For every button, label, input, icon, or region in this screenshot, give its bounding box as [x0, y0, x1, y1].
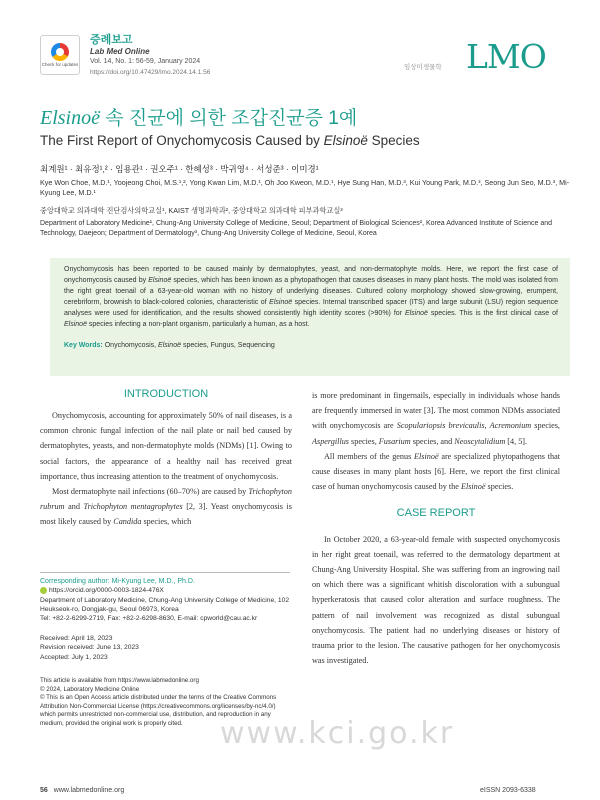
check-for-updates-badge[interactable] [40, 35, 80, 75]
affiliations-english: Department of Laboratory Medicine¹, Chung-Ang University College of Medicine, Seoul; Department of Biological Sciences², Korea Advanced Institute of Science and Technology, Daejeon; Department of Dermatology³, Chung-Ang University College of Medicine, Seoul, Korea [40, 220, 553, 237]
correspondence-address: Department of Laboratory Medicine, Chung-Ang University College of Medicine, 102 Heukseok-ro, Dongjak-gu, Seoul 06973, Korea [40, 596, 290, 613]
case-paragraph: In October 2020, a 63-year-old female with suspected onychomycosis in her right great toenail, was referred to the dermatology department at Chung-Ang University Hospital. She was suffering from an ingrowing nail on which there was a significant whitish discoloration with a subungual hyperkeratosis that caused color alteration and surface roughness. The pattern of nail involvement was recognized as distal subungual onychomycosis. The patient had no underlying diseases or history of trauma prior to the lesion. The causative pathogen for her onychomycosis was investigated. [312, 534, 560, 666]
introduction-heading: INTRODUCTION [123, 388, 209, 400]
article-category: 증례보고 [90, 34, 133, 46]
title-korean: Elsinoë 속 진균에 의한 조갑진균증 1예 [40, 107, 358, 129]
crossmark-icon [51, 43, 69, 61]
revised-date: Revision received: June 13, 2023 [40, 644, 139, 652]
case-report-heading: CASE REPORT [396, 507, 476, 520]
issn: eISSN 2093-6338 [480, 787, 536, 794]
orcid-line[interactable]: https://orcid.org/0000-0003-1824-476X [40, 586, 290, 595]
page-number: 56 [40, 787, 48, 794]
journal-logo: LMO [466, 37, 546, 76]
title-english: The First Report of Onychomycosis Caused by Elsinoë Species [40, 133, 420, 148]
authors-korean: 최계원¹ · 최유정¹,² · 임용관¹ · 권오주¹ · 한혜성³ · 박귀영⁴ · 서성준³ · 이미경¹ [40, 164, 319, 174]
journal-korean-name: 임상미생물학 [404, 64, 442, 71]
intro-paragraph-1: Onychomycosis, accounting for approximately 50% of nail diseases, is a common chronic fungal infection of the nail plate or nail bed caused by dermatophytes, yeasts, and non-dermatophyte molds (NDMs) [1]. Owing to social factors, the appearance of a healthy nail has received great importance, thus increasing attention to the treatment of onychomycosis. [40, 411, 292, 481]
volume-line: Vol. 14, No. 1: 56-59, January 2024 [90, 58, 201, 65]
availability-line: This article is available from https://www.labmedonline.org [40, 677, 199, 684]
footer-site[interactable]: www.labmedonline.org [53, 787, 125, 794]
received-date: Received: April 18, 2023 [40, 635, 113, 642]
copyright-line: © 2024, Laboratory Medicine Online [40, 685, 140, 693]
right-column-text [312, 388, 560, 668]
watermark: www.kci.go.kr [220, 716, 455, 751]
correspondence-contact: Tel: +82-2-6299-2719, Fax: +82-2-6298-8630, E-mail: cpworld@cau.ac.kr [40, 615, 258, 623]
introduction-text [40, 408, 292, 530]
orcid-icon [40, 587, 47, 594]
affiliations-korean: 중앙대학교 의과대학 진단검사의학교실¹, KAIST 생명과학과², 중앙대학교 의과대학 피부과학교실³ [40, 206, 343, 215]
keywords: Key Words: Onychomycosis, Elsinoë species, Fungus, Sequencing [64, 342, 275, 349]
page-footer [40, 787, 124, 794]
correspondence-block [40, 572, 290, 623]
right-paragraph-2: All members of the genus Elsinoë are specialized phytopathogens that cause diseases in many plant hosts [6]. Here, we report the first clinical case of human onychomycosis caused by the Elsinoë species. [312, 451, 560, 492]
corresponding-author: Corresponding author: Mi-Kyung Lee, M.D., Ph.D. [40, 578, 195, 585]
authors-english: Kye Won Choe, M.D.¹, Yoojeong Choi, M.S.¹,², Yong Kwan Lim, M.D.¹, Oh Joo Kweon, M.D.¹, Hye Sung Han, M.D.³, Kui Young Park, M.D.³, Seong Jun Seo, M.D.³, Mi-Kyung Lee, M.D.¹ [40, 178, 570, 197]
dates-block [40, 634, 290, 662]
journal-name: Lab Med Online [90, 47, 150, 56]
accepted-date: Accepted: July 1, 2023 [40, 653, 108, 661]
abstract-text: Onychomycosis has been reported to be caused mainly by dermatophytes, yeast, and non-dermatophyte molds. Here, we report the first case of onychomycosis caused by Elsinoë species, which has been known as a phytopathogen that causes diseases in many plant hosts. The mold was isolated from the right great toenail of a 63-year-old woman with no history of underlying diseases. Cultured colony morphology showed slow-growing, erumpent, cerebriform, brownish to black-colored colonies, characteristic of Elsinoë species. Internal transcribed spacer (ITS) and large subunit (LSU) region sequence analyses were used for identification, and the results showed consistently high identity scores (>90%) for Elsinoë species. This is the first clinical case of Elsinoë species infecting a non-plant organism, particularly a human, as a host. [64, 266, 559, 328]
right-paragraph-1: is more predominant in fingernails, especially in individuals whose hands are frequently immersed in water [3]. The most common NDMs associated with onychomycosis are Scopulariopsis brevicaulis, Acremonium species, Aspergillus species, Fusarium species, and Neoscytalidium [4, 5]. [312, 391, 560, 446]
intro-paragraph-2: Most dermatophyte nail infections (60–70%) are caused by Trichophyton rubrum and Trichophyton mentagrophytes [2, 3]. Yeast onychomycosis is most likely caused by Candida species, which [40, 487, 292, 527]
license-text: © This is an Open Access article distributed under the terms of the Creative Commons Attribution Non-Commercial License (https://creativecommons.org/licenses/by-nc/4.0/) which permits unrestricted non-commercial use, distribution, and reproduction in any medium, provided the original work is properly cited. [40, 694, 277, 727]
doi-link[interactable]: https://doi.org/10.47429/lmo.2024.14.1.56 [90, 69, 211, 76]
badge-text: Check for updates [41, 62, 79, 67]
